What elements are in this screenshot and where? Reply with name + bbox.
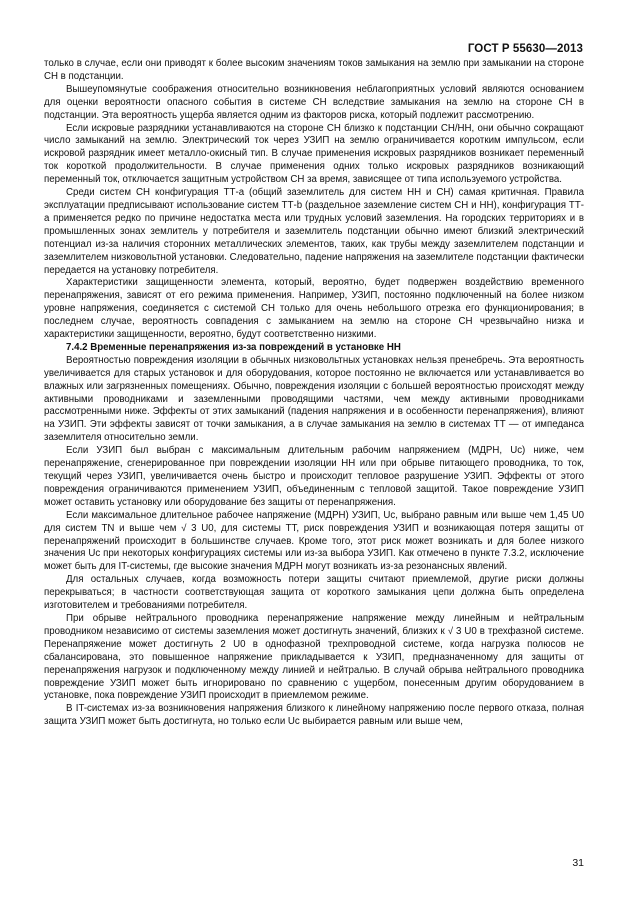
page-number: 31 <box>572 857 584 869</box>
paragraph: Для остальных случаев, когда возможность потери защиты считают приемлемой, другие риски должны перекрываться; в частности соответствующая защита от короткого замыкания цепи должна быть определена изготовителем и требованиями потребителя. <box>44 574 584 612</box>
paragraph: Если УЗИП был выбран с максимальным длительным рабочим напряжением (МДРН, Uc) ниже, чем перенапряжение, сгенерированное при повреждении изоляции НН или при обрыве питающего проводника, то ток, текущий через УЗИП, увеличивается очень быстро и происходит тепловое разрушение УЗИП. Эффекты от этого повреждения ограничиваются применением УЗИП, объединенным с тепловой защитой. Такое повреждение УЗИП может оставить установку или оборудование без защиты от перенапряжения. <box>44 445 584 508</box>
paragraph: Если максимальное длительное рабочее напряжение (МДРН) УЗИП, Uc, выбрано равным или выше чем 1,45 U0 для систем TN и выше чем √ 3 U0, для системы ТТ, риск повреждения УЗИП и возникающая потеря защиты от перенапряжений происходит в большинстве случаев. Кроме того, этот риск может возникать и для более низкого значения Uc при некоторых конфигурациях системы или из-за выбора УЗИП. Как отмечено в пункте 7.3.2, исключение может быть для IT-системы, где высокие значения МДРН могут возникать из-за резонансных явлений. <box>44 509 584 573</box>
paragraph: В IT-системах из-за возникновения напряжения близкого к линейному напряжению после первого отказа, полная защита УЗИП может быть достигнута, но только если Uc выбирается равным или выше чем, <box>44 703 584 728</box>
paragraph: только в случае, если они приводят к более высоким значениям токов замыкания на землю при замыкании на стороне СН в подстанции. <box>44 58 584 82</box>
paragraph: При обрыве нейтрального проводника перенапряжение напряжение между линейным и нейтральным проводником независимо от системы заземления может достигнуть значений, близких к √ 3 U0 в трехфазной системе. Перенапряжение может достигнуть 2 U0 в однофазной трехпроводной системе, когда нагрузка полюсов не сбалансирована, это повышенное напряжение прикладывается к УЗИП, предназначенному для защиты от перенапряжения нагрузок и подключенному между линией и нейтралью. В случай обрыва нейтрального проводника повреждение УЗИП может быть игнорировано по сравнению с ущербом, понесенным другим оборудованием в установке, пока повреждение УЗИП происходит в приемлемом режиме. <box>44 612 584 702</box>
paragraph: Если искровые разрядники устанавливаются на стороне СН близко к подстанции СН/НН, они обычно сокращают число замыканий на землю. Электрический ток через УЗИП на землю ограничивается коротким импульсом, если искровой разрядник имеет металло-окисный тип. В случае применения искровых разрядников возникает переменный ток короткой продолжительности. В случае применения одних только искровых разрядников возникающий переменный ток, отключается защитным устройством СН за время, зависящее от типа используемого устройства. <box>44 122 584 186</box>
standard-number-header: ГОСТ Р 55630—2013 <box>467 43 583 55</box>
section-heading: 7.4.2 Временные перенапряжения из-за повреждений в установке НН <box>66 341 401 353</box>
paragraph: Вышеупомянутые соображения относительно возникновения неблагоприятных условий являются основанием для оценки вероятности опасного события в системе СН вследствие замыкания на землю на стороне СН в подстанции. Эта вероятность ущерба является одним из факторов риска, который подлежит рассмотрению. <box>44 83 584 121</box>
paragraph: Вероятностью повреждения изоляции в обычных низковольтных установках нельзя пренебречь. Эта вероятность увеличивается для старых установок и для оборудования, которое постоянно не включается или устанавливается во влажных или загрязненных помещениях. Обычно, повреждения изоляции с большей вероятностью происходят между активными проводниками и заземленными проводящими частями, чем между активными проводниками рассмотренными ниже. Эффекты от этих замыканий (падения напряжения и в особенности перенапряжения), влияют на УЗИП. Эти эффекты зависят от точки замыкания, а в случае замыкания на землю в системах ТТ — от импеданса заземлителя относительно земли. <box>44 354 584 444</box>
document-body <box>44 58 584 729</box>
paragraph: Характеристики защищенности элемента, который, вероятно, будет подвержен воздействию временного перенапряжения, зависят от его режима применения. Например, УЗИП, постоянно подключенный на более низком уровне напряжения, соединяется с системой СН только для очень небольшого отрезка его функционирования; в последнем случае, вероятность совпадения с замыканием на землю на стороне СН чрезвычайно низка и характеристики защищенности, вероятно, будут соответственно низкими. <box>44 277 584 341</box>
paragraph: Среди систем СН конфигурация ТТ-а (общий заземлитель для систем НН и СН) самая критичная. Правила эксплуатации предписывают использование систем ТТ-b (раздельное заземление систем СН и НН), конфигурация ТТ-а применяется редко по причине недостатка места или трудных условий заземления. На городских территориях и в промышленных зонах землитель у потребителя и заземлитель подстанции обычно имеют близкий электрический потенциал из-за наличия сторонних металлических элементов, таких, как трубы между заземлителем подстанции и заземлителем низковольтной установки. Следовательно, падение напряжения на заземлителе подстанции фактически передается на установку потребителя. <box>44 187 584 276</box>
